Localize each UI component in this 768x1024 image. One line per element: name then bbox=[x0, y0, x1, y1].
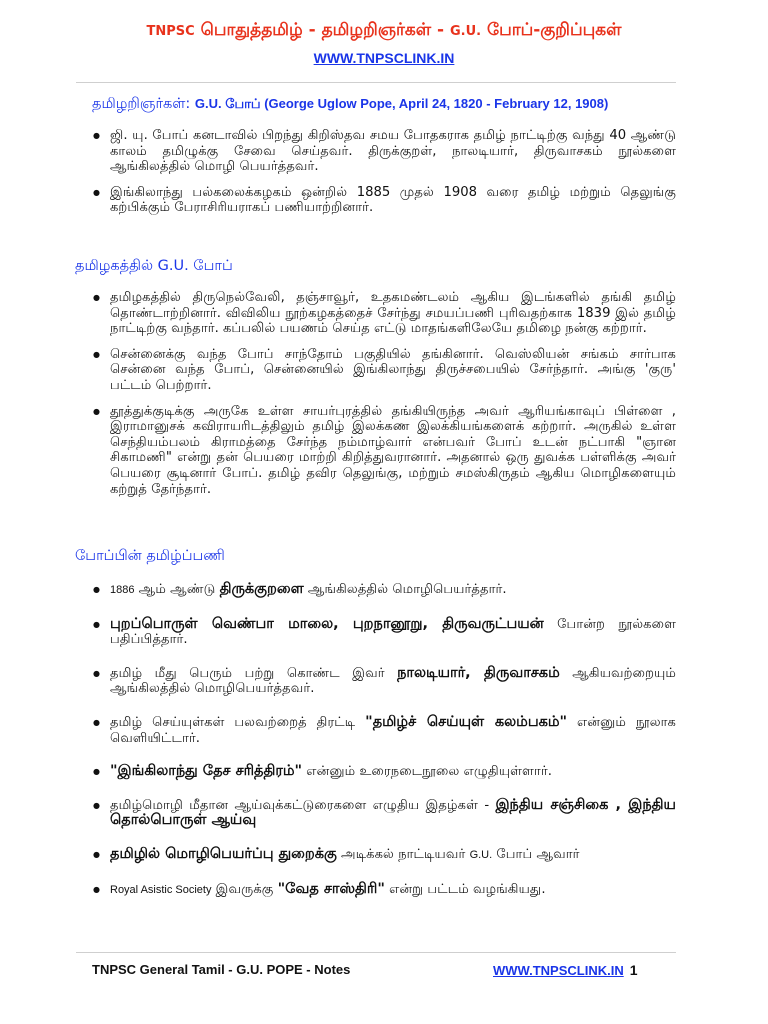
footer-divider bbox=[76, 952, 676, 953]
item-bold: "தமிழ்ச் செய்யுள் கலம்பகம்" bbox=[365, 713, 568, 730]
item-latin: G.U. bbox=[469, 848, 493, 861]
list-item: ● தமிழகத்தில் திருநெல்வேலி, தஞ்சாவூர், உதகமண்டலம் ஆகிய இடங்களில் தங்கி தமிழ் தொண்டாற்றினார். விவிலிய நூற்கழகத்தைச் சேர்ந்து சமயப்பணி புரிவதற்காக 1839 இல் தமிழ் நாட்டிற்கு வந்தார். கப்பலில் பயணம் செய்த எட்டு மாதங்களிலேயே தமிழை நன்கு கற்றார். bbox=[93, 290, 676, 337]
item-bold: தமிழில் மொழிபெயர்ப்பு துறைக்கு bbox=[110, 845, 337, 862]
section3-heading: போப்பின் தமிழ்ப்பணி bbox=[75, 548, 225, 564]
item-text: தமிழ் மீது பெரும் பற்று கொண்ட இவர் bbox=[110, 665, 398, 681]
item-text: என்று பட்டம் வழங்கியது. bbox=[384, 881, 546, 897]
list-item: ● தூத்துக்குடிக்கு அருகே உள்ள சாயர்புரத்தில் தங்கியிருந்த அவர் ஆரியங்காவுப் பிள்ளை , இராமானுசக் கவிராயரிடத்திலும் தமிழ் இலக்கண இலக்கியங்களைக் கற்றார். அருகில் உள்ள செந்தியம்பலம் கிராமத்தை சேர்ந்த நம்மாழ்வார் என்பவர் போப் உடன் நட்பாகி "ஞான சிகாமணி" என்று தன் பெயரை மாற்றி கிறித்துவரானார். அதனால் ஒரு துவக்க பள்ளிக்கு அவர் பெயரை சூடினார் போப். தமிழ் தவிர தெலுங்கு, மற்றும் சமஸ்கிருதம் ஆகிய மொழிகளையும் கற்றுத் தேர்ந்தார். bbox=[93, 404, 676, 498]
section1-list bbox=[93, 128, 676, 226]
item-latin: Royal Asistic Society bbox=[110, 883, 212, 896]
item-text: ஆம் ஆண்டு bbox=[134, 582, 220, 597]
item-text: ஆங்கிலத்தில் மொழிபெயர்த்தார். bbox=[303, 582, 507, 597]
list-item: ● இங்கிலாந்து பல்கலைக்கழகம் ஒன்றில் 1885 முதல் 1908 வரை தமிழ் மற்றும் தெலுங்கு கற்பிக்கும் பேராசிரியராகப் பணியாற்றினார். bbox=[93, 185, 676, 216]
item-bold: "இங்கிலாந்து தேச சரித்திரம்" bbox=[110, 763, 303, 780]
item-bold: "வேத சாஸ்திரி" bbox=[277, 880, 385, 897]
header-site-link[interactable]: WWW.TNPSCLINK.IN bbox=[313, 50, 455, 66]
item-text: அடிக்கல் நாட்டியவர் bbox=[336, 846, 470, 862]
item-bold: புறப்பொருள் வெண்பா மாலை, புறநானூறு, திருவருட்பயன் bbox=[110, 615, 544, 632]
list-item bbox=[93, 764, 676, 780]
list-item: ● சென்னைக்கு வந்த போப் சாந்தோம் பகுதியில் தங்கினார். வெஸ்லியன் சங்கம் சார்பாக சென்னை வந்த போப், சென்னையில் இங்கிலாந்து திருச்சபையில் சேர்ந்தார். அங்கு 'குரு' பட்டம் பெற்றார். bbox=[93, 347, 676, 394]
item-text: என்னும் உரைநடைநூலை எழுதியுள்ளார். bbox=[302, 764, 552, 780]
list-item bbox=[93, 715, 676, 746]
footer-title: TNPSC General Tamil - G.U. POPE - Notes bbox=[92, 962, 351, 977]
list-item: ● ஜி. யு. போப் கனடாவில் பிறந்து கிறிஸ்தவ சமய போதகராக தமிழ் நாட்டிற்கு வந்து 40 ஆண்டு காலம் தமிழுக்கு சேவை செய்தவர். திருக்குறள், நாலடியார், திருவாசகம் நூல்களை ஆங்கிலத்தில் மொழி பெயர்த்தவர். bbox=[93, 128, 676, 175]
title-suffix: போப்-குறிப்புகள் bbox=[481, 20, 622, 40]
item-text: இவருக்கு bbox=[211, 881, 278, 897]
item-text: ஆகியவற்றையும் ஆங்கிலத்தில் மொழிபெயர்த்தவர். bbox=[110, 665, 676, 697]
section1-heading-tamil: தமிழறிஞர்கள்: bbox=[92, 96, 195, 112]
item-text: போன்ற நூல்களை பதிப்பித்தார். bbox=[110, 616, 676, 648]
item-bold: நாலடியார், திருவாசகம் bbox=[397, 664, 560, 681]
list-item bbox=[93, 666, 676, 697]
section2-heading: தமிழகத்தில் G.U. போப் bbox=[75, 258, 233, 274]
footer-site-link[interactable]: WWW.TNPSCLINK.IN bbox=[493, 963, 624, 978]
item-text: தமிழ்மொழி மீதான ஆய்வுக்கட்டுரைகளை எழுதிய இதழ்கள் - bbox=[110, 797, 496, 813]
section2-list bbox=[93, 290, 676, 507]
title-prefix: TNPSC bbox=[146, 24, 195, 39]
section1-heading bbox=[92, 96, 608, 114]
page-title bbox=[0, 20, 768, 42]
footer-right bbox=[493, 962, 638, 978]
list-item bbox=[93, 617, 676, 648]
list-item bbox=[93, 798, 676, 829]
item-text: என்னும் நூலாக வெளியிட்டார். bbox=[110, 714, 676, 746]
page-number: 1 bbox=[629, 962, 638, 978]
item-year: 1886 bbox=[110, 584, 135, 596]
header-divider bbox=[76, 82, 676, 83]
title-name: G.U. bbox=[449, 24, 482, 39]
list-item bbox=[93, 582, 676, 599]
item-text: போப் ஆவார் bbox=[492, 846, 580, 862]
item-bold: திருக்குறளை bbox=[219, 581, 304, 597]
item-bold: இந்திய சஞ்சிகை , இந்திய தொல்பொருள் ஆய்வு bbox=[110, 796, 676, 829]
title-main: பொதுத்தமிழ் - தமிழறிஞர்கள் - bbox=[194, 20, 450, 40]
item-text: தமிழ் செய்யுள்கள் பலவற்றைத் திரட்டி bbox=[110, 714, 366, 730]
section3-list bbox=[93, 582, 676, 898]
section1-heading-latin: G.U. போப் (George Uglow Pope, April 24, 1820 - February 12, 1908) bbox=[194, 96, 609, 111]
list-item bbox=[93, 882, 676, 899]
list-item bbox=[93, 847, 676, 864]
